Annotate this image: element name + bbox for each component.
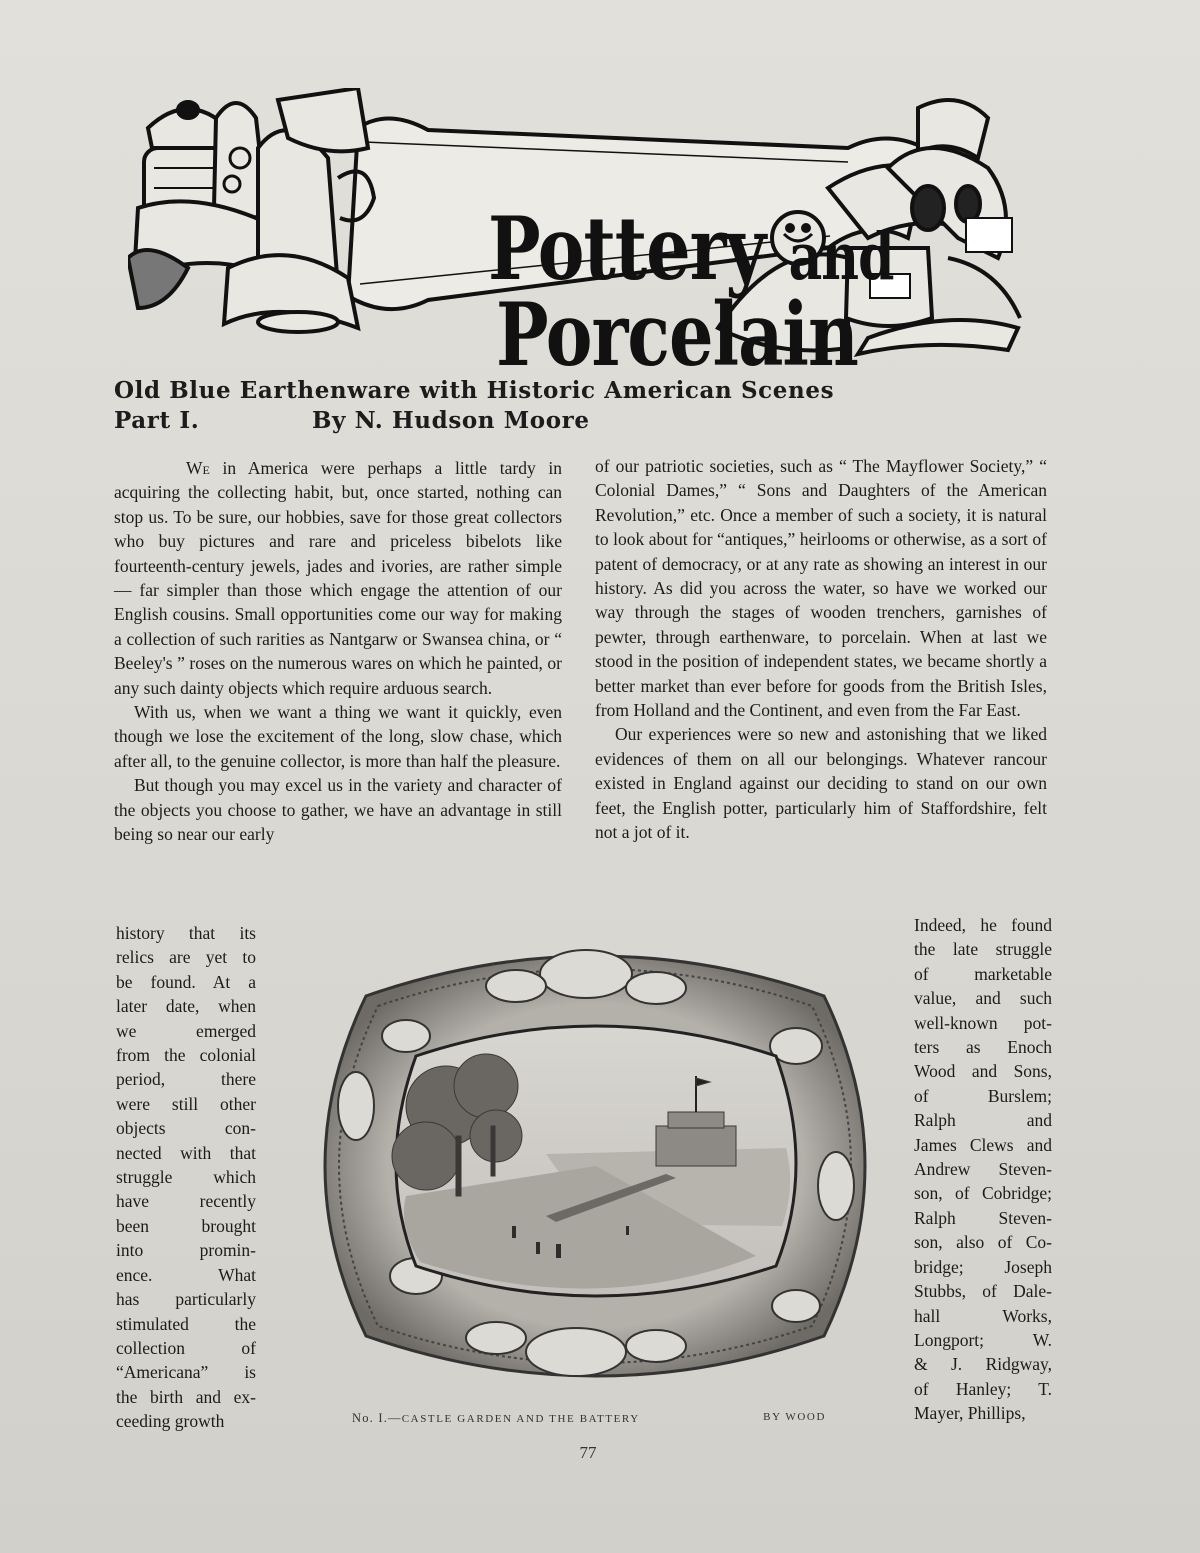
caption-label: No. I.— — [352, 1411, 402, 1425]
text-line: of Burslem; — [914, 1085, 1052, 1106]
text-line: into promin- — [116, 1240, 256, 1261]
text-line: has particularly — [116, 1289, 256, 1310]
text-line: Longport; W. — [914, 1329, 1052, 1350]
text-line: & J. Ridgway, — [914, 1354, 1052, 1375]
masthead-title-word-pottery: Pottery — [488, 196, 766, 300]
text-line: Indeed, he found — [914, 915, 1052, 935]
text-line: history that its — [116, 923, 256, 943]
caption-credit: BY WOOD — [763, 1411, 826, 1423]
text-line: ters as Enoch — [914, 1037, 1052, 1058]
masthead-title — [488, 196, 894, 387]
dropcap-word: We — [186, 458, 210, 478]
left-column-narrow — [116, 921, 256, 1434]
text-line: hall Works, — [914, 1305, 1052, 1326]
paragraph: of our patriotic societies, such as “ The Mayflower Society,” “ Colonial Dames,” “ Sons and Daughters of the American Revolution,” etc. Once a member of such a society, it is natural to look about for “antiques,” heirlooms or otherwise, as a sort of patent of democracy, or at any rate as showing an interest in our history. As did you across the water, so have we worked our way through the stages of wooden trenchers, garnishes of pewter, through earthenware, to porcelain. When at last we stood in the position of independent states, we became shortly a better market than ever before for goods from the British Isles, from Holland and the Continent, and even from the Far East. — [595, 456, 1047, 721]
text-line: struggle which — [116, 1167, 256, 1188]
article-title: Old Blue Earthenware with Historic American Scenes — [114, 377, 835, 404]
text-line: nected with that — [116, 1142, 256, 1163]
text-line: Ralph and — [914, 1110, 1052, 1131]
text-line: Stubbs, of Dale- — [914, 1281, 1052, 1302]
text-line: collection of — [116, 1337, 256, 1358]
text-line: were still other — [116, 1093, 256, 1114]
text-line: James Clews and — [914, 1134, 1052, 1155]
text-line: been brought — [116, 1215, 256, 1236]
paragraph: But though you may excel us in the variety and character of the objects you choose to gather, we have an advantage in still being so near our early — [114, 775, 562, 845]
text-line: ence. What — [116, 1264, 256, 1285]
left-column-top — [114, 456, 562, 847]
text-line: Mayer, Phillips, — [914, 1403, 1026, 1424]
masthead-title-word-and: and — [788, 218, 894, 295]
text-line: bridge; Joseph — [914, 1256, 1052, 1277]
text-line: of marketable — [914, 963, 1052, 984]
text-line: period, there — [116, 1069, 256, 1090]
text-line: value, and such — [914, 988, 1052, 1009]
masthead — [128, 88, 1028, 387]
text-line: the birth and ex- — [116, 1386, 256, 1407]
platter-illustration — [296, 926, 894, 1406]
text-line: be found. At a — [116, 971, 256, 992]
text-line: well-known pot- — [914, 1012, 1052, 1033]
article-byline: By N. Hudson Moore — [312, 407, 590, 434]
text-line: ceeding growth — [116, 1411, 225, 1432]
text-line: we emerged — [116, 1020, 256, 1041]
text-line: the late struggle — [914, 939, 1052, 960]
text-line: relics are yet to — [116, 947, 256, 968]
text-line: later date, when — [116, 996, 256, 1017]
right-column-narrow — [914, 913, 1052, 1426]
paragraph-text: in America were perhaps a little tardy in acquiring the collecting habit, but, once started, nothing can stop us. To be sure, our hobbies, save for those great collectors who buy pictures and rare and priceless bibelots like fourteenth-century jewels, jades and ivories, are rather simple — far simpler than those which engage the attention of our English cousins. Small opportunities come our way for making a collection of such rarities as Nantgarw or Swansea china, or “ Beeley's ” roses on the numerous wares on which he painted, or any such dainty objects which require arduous search. — [114, 458, 562, 698]
platter-figure — [296, 926, 894, 1406]
masthead-title-word-porcelain: Porcelain — [496, 282, 858, 387]
text-line: “Americana” is — [116, 1362, 256, 1383]
text-line: son, of Cobridge; — [914, 1183, 1052, 1204]
caption-title: CASTLE GARDEN AND THE BATTERY — [401, 1413, 640, 1425]
paragraph-opening — [114, 456, 562, 700]
text-line: objects con- — [116, 1118, 256, 1139]
text-line: Andrew Steven- — [914, 1159, 1052, 1180]
text-line: son, also of Co- — [914, 1232, 1052, 1253]
text-line: Wood and Sons, — [914, 1061, 1052, 1082]
text-line: stimulated the — [116, 1313, 256, 1334]
article-part: Part I. — [114, 407, 200, 434]
text-line: Ralph Steven- — [914, 1207, 1052, 1228]
text-line: have recently — [116, 1191, 256, 1212]
paragraph: Our experiences were so new and astonishing that we liked evidences of them on all our belongings. Whatever rancour existed in England against our deciding to stand on our own feet, the English potter, particularly him of Staffordshire, felt not a jot of it. — [595, 724, 1047, 843]
left-pottery-cluster — [128, 88, 374, 332]
figure-caption — [352, 1411, 832, 1426]
right-column-top — [595, 454, 1047, 845]
article-heading — [114, 376, 994, 436]
page-number: 77 — [579, 1443, 597, 1462]
text-line: of Hanley; T. — [914, 1378, 1052, 1399]
text-line: from the colonial — [116, 1045, 256, 1066]
paragraph: With us, when we want a thing we want it quickly, even though we lose the excitement of the long, slow chase, which after all, to the genuine collector, is more than half the pleasure. — [114, 702, 562, 771]
